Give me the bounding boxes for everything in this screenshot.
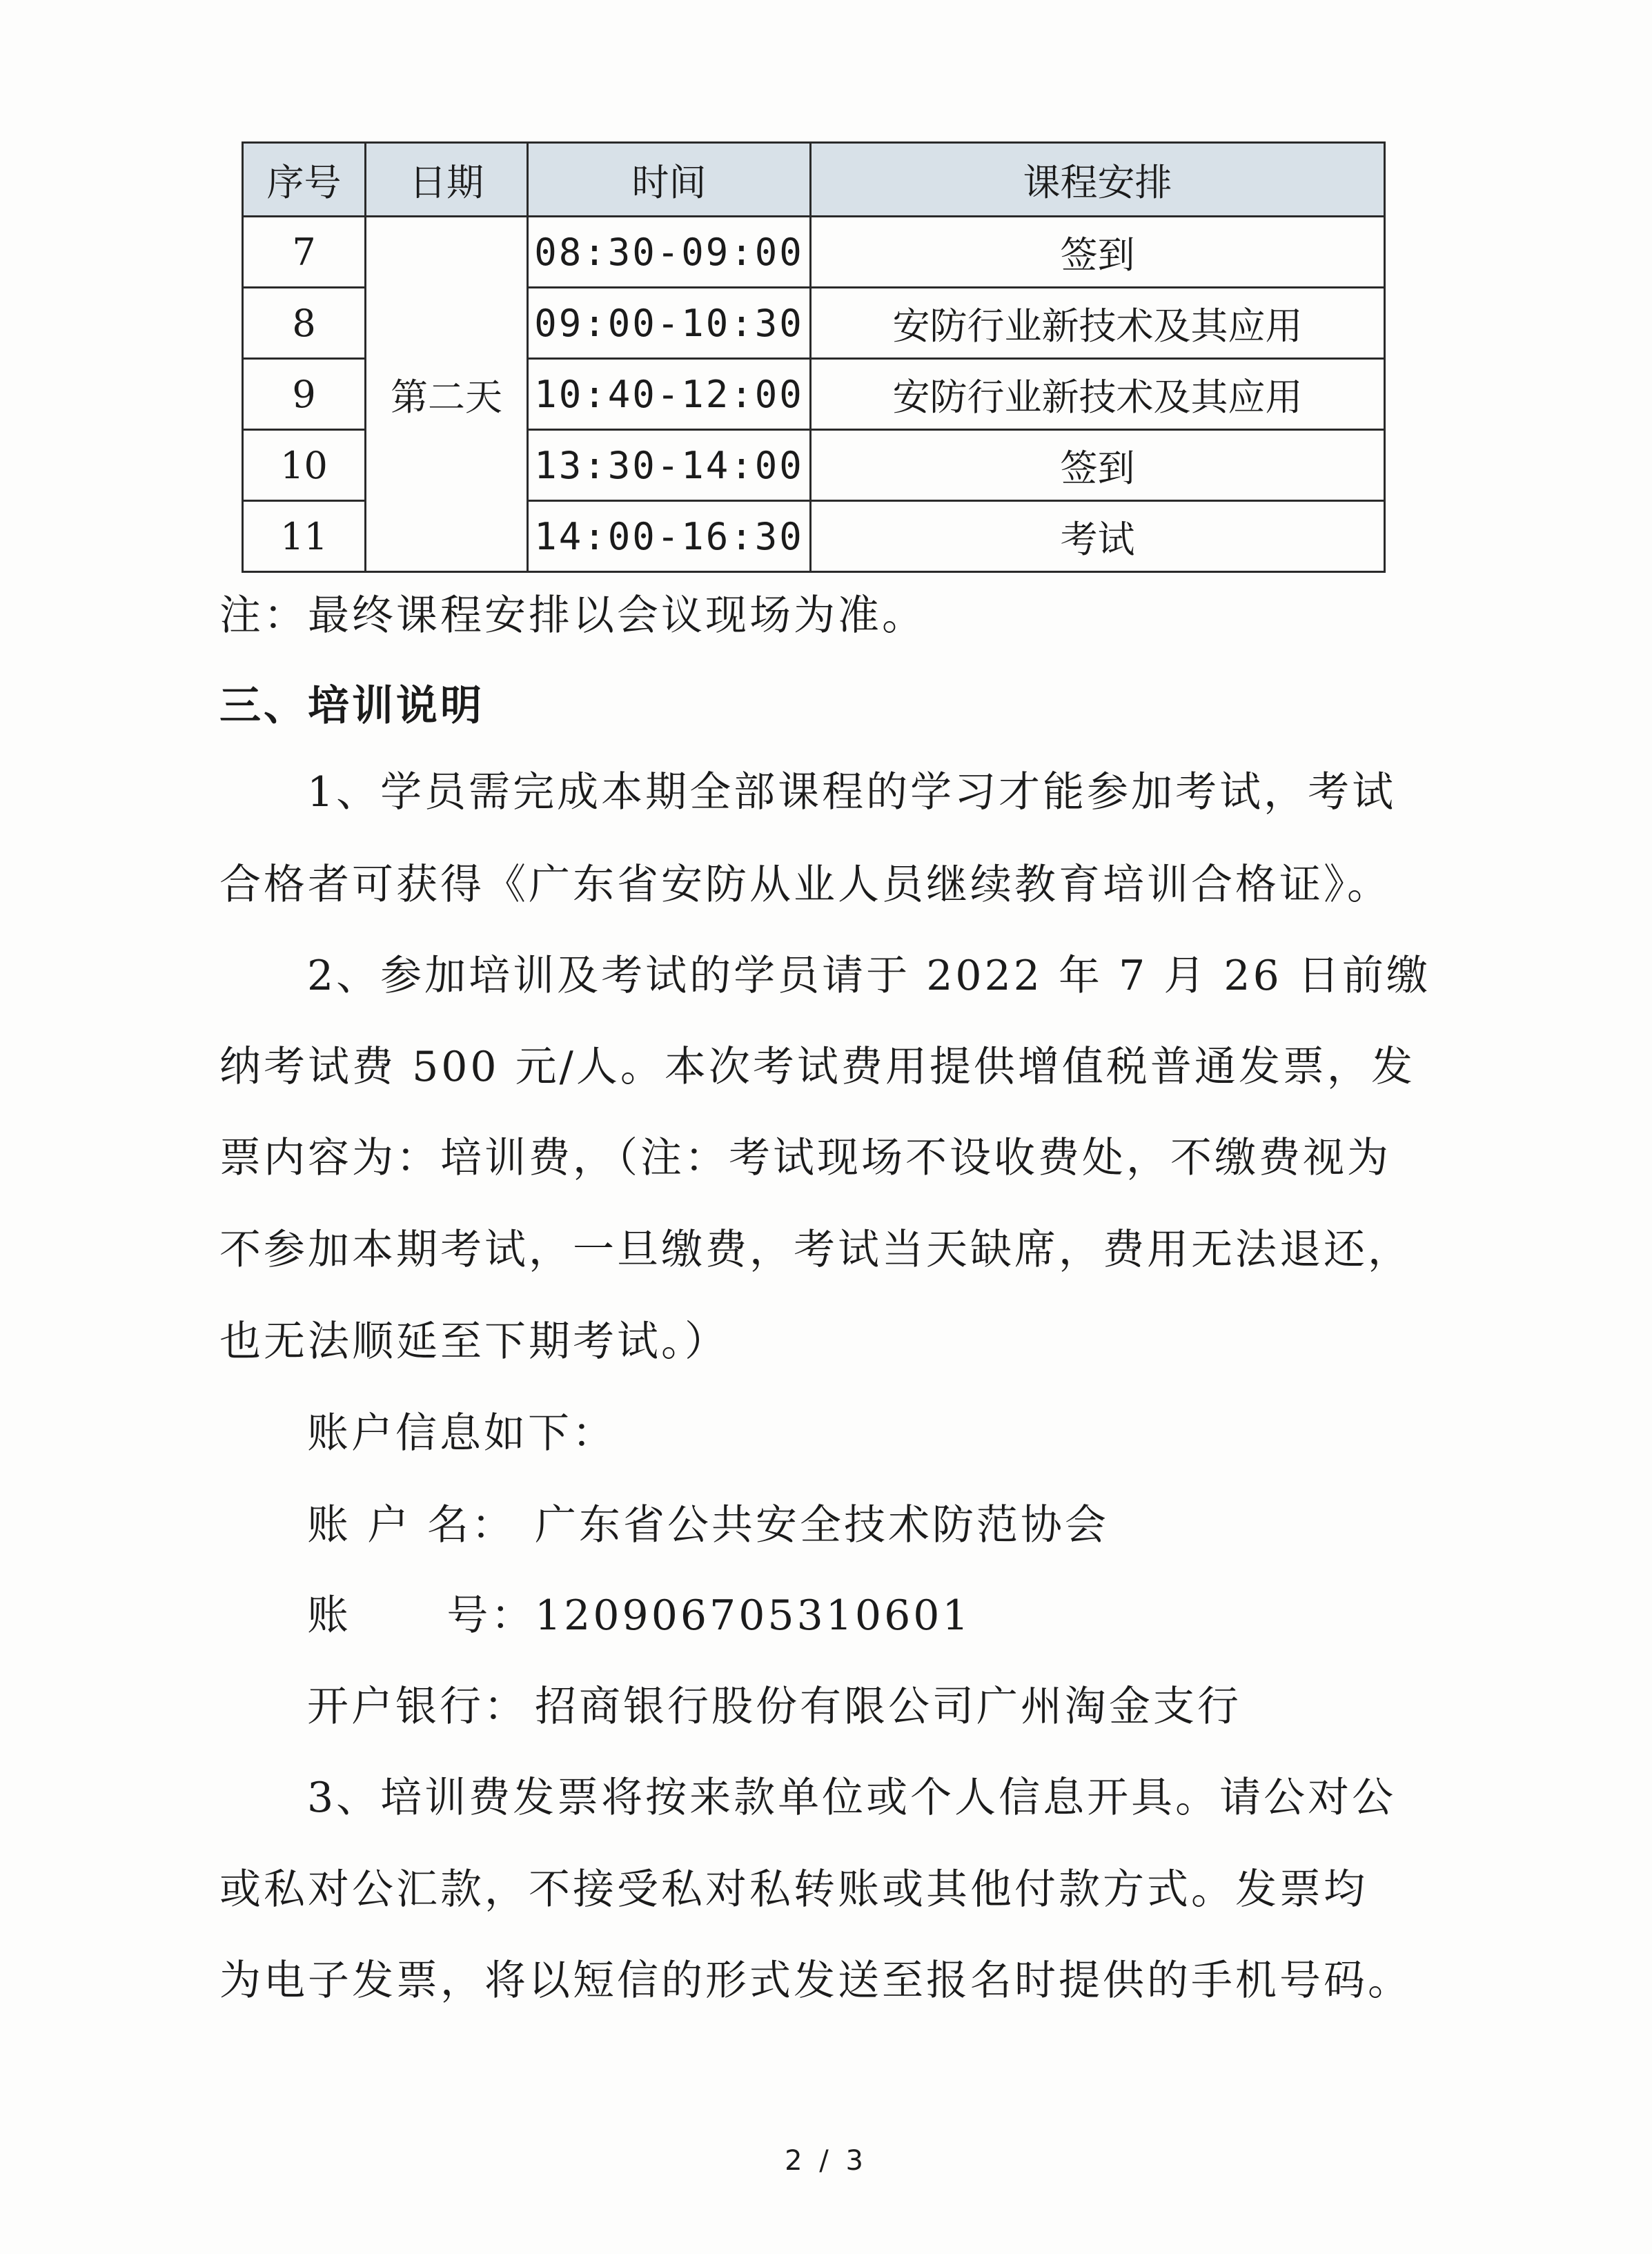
day-cell: 第二天 <box>366 217 528 572</box>
paragraph-line: 2、参加培训及考试的学员请于 2022 年 7 月 26 日前缴 <box>307 952 1430 1000</box>
header-course: 课程安排 <box>811 143 1385 217</box>
paragraph-line: 合格者可获得《广东省安防从业人员继续教育培训合格证》。 <box>219 861 1391 909</box>
account-name-line <box>307 1501 1109 1549</box>
account-number-value: 120906705310601 <box>535 1591 972 1640</box>
account-number-label: 账 号： <box>307 1591 535 1640</box>
row-course: 考试 <box>811 501 1385 572</box>
account-bank-label: 开户银行： <box>307 1683 528 1731</box>
row-time: 13:30-14:00 <box>528 430 811 501</box>
paragraph-line: 或私对公汇款，不接受私对私转账或其他付款方式。发票均 <box>219 1865 1368 1914</box>
row-course: 安防行业新技术及其应用 <box>811 359 1385 430</box>
paragraph-line: 票内容为：培训费，（注：考试现场不设收费处，不缴费视为 <box>219 1134 1391 1182</box>
section-title: 三、培训说明 <box>219 682 484 730</box>
account-bank-line <box>307 1683 1241 1731</box>
account-name-label: 账 户 名： <box>307 1501 516 1549</box>
row-course: 签到 <box>811 430 1385 501</box>
row-no: 10 <box>243 430 366 501</box>
row-no: 11 <box>243 501 366 572</box>
paragraph-line: 3、培训费发票将按来款单位或个人信息开具。请公对公 <box>307 1774 1397 1822</box>
row-no: 8 <box>243 288 366 359</box>
header-time: 时间 <box>528 143 811 217</box>
table-header-row <box>243 143 1385 217</box>
account-bank-value: 招商银行股份有限公司广州淘金支行 <box>535 1683 1241 1731</box>
row-course: 安防行业新技术及其应用 <box>811 288 1385 359</box>
paragraph-line: 为电子发票，将以短信的形式发送至报名时提供的手机号码。 <box>219 1957 1412 2005</box>
row-no: 9 <box>243 359 366 430</box>
paragraph-line: 不参加本期考试，一旦缴费，考试当天缺席，费用无法退还， <box>219 1226 1412 1274</box>
schedule-table <box>242 141 1386 573</box>
row-course: 签到 <box>811 217 1385 288</box>
table-row <box>243 217 1385 288</box>
row-no: 7 <box>243 217 366 288</box>
paragraph-line: 纳考试费 500 元/人。本次考试费用提供增值税普通发票，发 <box>219 1043 1415 1091</box>
paragraph-line: 也无法顺延至下期考试。） <box>219 1317 729 1366</box>
account-name-value: 广东省公共安全技术防范协会 <box>535 1501 1109 1549</box>
page-number: 2 / 3 <box>785 2145 867 2177</box>
header-no: 序号 <box>243 143 366 217</box>
paragraph-line: 1、学员需完成本期全部课程的学习才能参加考试，考试 <box>307 768 1397 816</box>
row-time: 09:00-10:30 <box>528 288 811 359</box>
row-time: 10:40-12:00 <box>528 359 811 430</box>
account-number-line <box>307 1591 972 1640</box>
schedule-note: 注：最终课程安排以会议现场为准。 <box>219 591 926 640</box>
row-time: 08:30-09:00 <box>528 217 811 288</box>
header-date: 日期 <box>366 143 528 217</box>
account-intro: 账户信息如下： <box>307 1409 616 1458</box>
row-time: 14:00-16:30 <box>528 501 811 572</box>
